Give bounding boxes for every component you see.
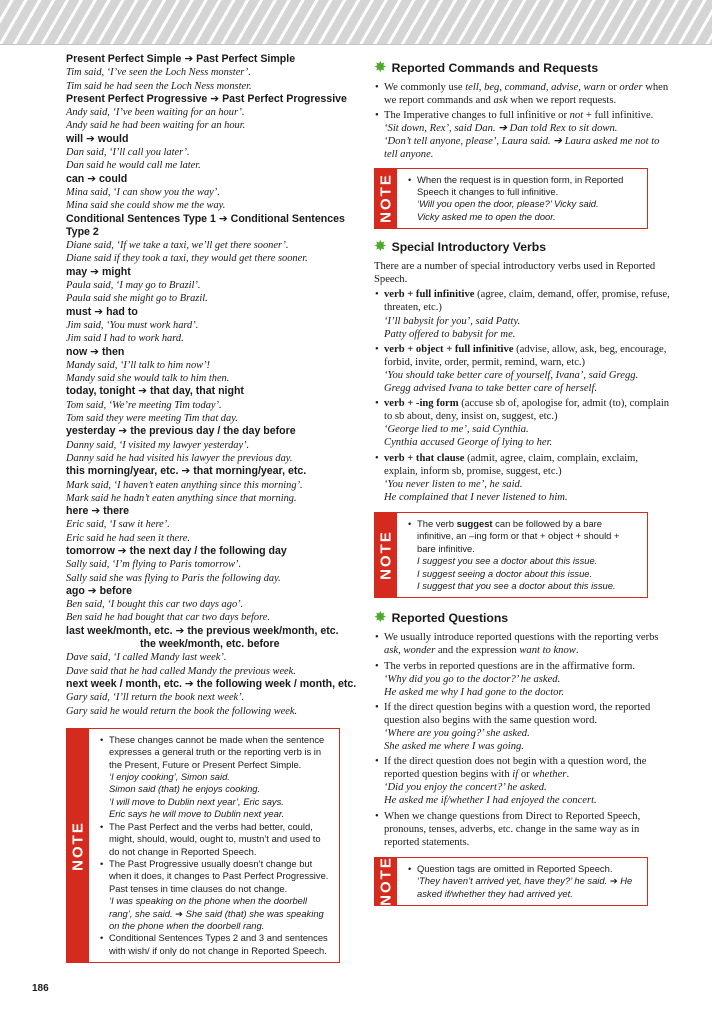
rule-heading: Conditional Sentences Type 1 ➔ Conditional Sentences Type 2 — [66, 212, 345, 238]
verb-pattern: verb + -ing form — [384, 398, 459, 410]
text-part: When we change questions from Direct to Reported Speech, pronouns, tenses, adverbs, etc. change in the same way as in reported statements. — [384, 810, 641, 848]
verb-pattern: verb + that clause — [384, 452, 465, 464]
example-sentence: Diane said if they took a taxi, they would get there sooner. — [66, 253, 308, 265]
verb-pattern: verb + full infinitive — [384, 289, 475, 301]
text-part: or — [605, 82, 620, 93]
rule-heading: Present Perfect Simple ➔ Past Perfect Simple — [66, 53, 296, 65]
rule-group — [66, 266, 362, 306]
rule-heading: now ➔ then — [66, 345, 125, 358]
example-sentence: Tim said, ‘I’ve seen the Loch Ness monster’. — [66, 67, 251, 79]
text-part: + full infinitive. — [583, 110, 654, 122]
example-sentence: ‘Sit down, Rex’, said Dan. ➔ Dan told Rex to sit down. — [384, 123, 618, 135]
text-part: If the direct question does not begin with a question word, the reported question begins with — [384, 756, 647, 781]
rule-heading-cont: the week/month, etc. before — [140, 638, 280, 651]
example-sentence: Mandy said she would talk to him then. — [66, 373, 230, 385]
rule-group — [66, 385, 362, 425]
example-sentence: Jim said I had to work hard. — [66, 333, 184, 345]
example-sentence: ‘I’ll babysit for you’, said Patty. — [384, 315, 521, 327]
example-sentence: Sally said she was flying to Paris the following day. — [66, 572, 281, 584]
rule-group — [66, 306, 362, 346]
text-part: and the expression — [435, 645, 520, 657]
example-sentence: Paula said, ‘I may go to Brazil’. — [66, 280, 201, 292]
text-part: ask — [493, 95, 508, 107]
example-sentence: Dan said he would call me later. — [66, 160, 201, 172]
rule-heading: must ➔ had to — [66, 305, 138, 318]
example-sentence: Paula said she might go to Brazil. — [66, 293, 208, 305]
page-number: 186 — [32, 983, 49, 994]
text-part: If the direct question begins with a question word, the reported question also begins with the same question word. — [384, 701, 651, 726]
rule-group — [66, 505, 362, 545]
questions-list — [374, 631, 674, 849]
example-sentence: Mina said she could show me the way. — [66, 200, 226, 212]
example-sentence: ‘Why did you go to the doctor?’ he asked. — [384, 673, 561, 685]
example-sentence: Mark said he hadn’t eaten anything since that morning. — [66, 492, 297, 504]
note-item: • When the request is in question form, in Reported Speech it changes to full infinitive. ‘Will you open the door, please?’ Vicky said. Vicky asked me to open the door. — [417, 174, 639, 224]
text-part: tell, beg, command, advise, warn — [465, 82, 606, 93]
example-sentence: Diane said, ‘If we take a taxi, we’ll get there sooner’. — [66, 240, 289, 252]
rule-group — [66, 465, 362, 505]
rule-group — [66, 678, 362, 718]
example-sentence: Andy said, ‘I’ve been waiting for an hour’. — [66, 107, 245, 119]
example-sentence: Danny said he had visited his lawyer the previous day. — [66, 452, 293, 464]
note-example: ‘I enjoy cooking’, Simon said. — [109, 771, 230, 783]
example-sentence: Tom said, ‘We’re meeting Tim today’. — [66, 399, 222, 411]
rule-group — [66, 213, 362, 266]
rule-group — [66, 346, 362, 386]
rule-heading: yesterday ➔ the previous day / the day before — [66, 425, 296, 438]
example-sentence: ‘Where are you going?’ she asked. — [384, 727, 530, 739]
intro-paragraph: There are a number of special introductory verbs used in Reported Speech. — [374, 261, 656, 286]
example-sentence: ‘George lied to me’, said Cynthia. — [384, 424, 529, 436]
example-sentence: Sally said, ‘I’m flying to Paris tomorrow’. — [66, 559, 242, 571]
verb-list: (admit, agree, claim, complain, exclaim, explain, inform sb, promise, suggest, etc.) — [384, 452, 639, 477]
example-sentence: Ben said, ‘I bought this car two days ago’. — [66, 599, 244, 611]
rule-heading: this morning/year, etc. ➔ that morning/year, etc. — [66, 465, 307, 478]
note-item — [109, 734, 331, 821]
rule-heading: may ➔ might — [66, 265, 131, 278]
text-part: The Imperative changes to full infinitive or — [384, 110, 570, 122]
example-sentence: Gary said he would return the book the following week. — [66, 705, 298, 717]
list-item — [384, 701, 674, 753]
example-sentence: He asked me if/whether I had enjoyed the concert. — [384, 795, 597, 807]
note-tab: NOTE — [67, 729, 89, 962]
left-column — [66, 53, 362, 963]
list-item — [384, 288, 674, 340]
example-sentence: Eric said, ‘I saw it here’. — [66, 519, 170, 531]
note-text: • Conditional Sentences Types 2 and 3 and sentences with wish/ if only do not change in Reported Speech. — [109, 932, 328, 956]
example-sentence: Dave said, ‘I called Mandy last week’. — [66, 652, 227, 664]
text-part: not — [569, 110, 584, 122]
text-part: whether — [532, 769, 567, 781]
text-part: . — [566, 769, 570, 781]
example-sentence: Danny said, ‘I visited my lawyer yesterday’. — [66, 439, 250, 451]
star-icon: ✸ — [374, 608, 387, 627]
rule-heading: will ➔ would — [66, 132, 129, 145]
rule-heading: here ➔ there — [66, 505, 130, 518]
note-box-suggest — [374, 512, 648, 598]
example-sentence: Eric said he had seen it there. — [66, 532, 190, 544]
star-icon: ✸ — [374, 237, 387, 256]
list-item — [384, 755, 674, 807]
example-sentence: ‘You should take better care of yourself, Ivana’, said Gregg. — [384, 369, 639, 381]
note-text: • These changes cannot be made when the sentence expresses a general truth or the reporting verb is in the Present, Future or Present Perfect Simple. — [109, 733, 325, 770]
example-sentence: Mandy said, ‘I’ll talk to him now’! — [66, 359, 211, 371]
note-box-question-tags — [374, 857, 648, 906]
rule-group — [66, 173, 362, 213]
commands-list — [374, 81, 674, 162]
list-item — [384, 81, 674, 107]
note-item — [109, 821, 331, 858]
note-item: • The verb suggest can be followed by a bare infinitive, an –ing form or that + object + should + bare infinitive. I suggest you see a doctor about this issue. I suggest seeing a doctor about this issue. I suggest that you see a doctor about this issue. — [417, 518, 639, 592]
text-part: . — [575, 645, 579, 657]
example-sentence: Patty offered to babysit for me. — [384, 328, 516, 340]
rule-heading: last week/month, etc. ➔ the previous week/month, etc. — [66, 624, 339, 637]
text-part: We commonly use — [384, 82, 466, 93]
rule-heading: today, tonight ➔ that day, that night — [66, 385, 244, 398]
section-title: Reported Commands and Requests — [391, 60, 599, 75]
example-sentence: Mark said, ‘I haven’t eaten anything since this morning’. — [66, 479, 303, 491]
rule-heading: can ➔ could — [66, 172, 128, 185]
note-example: Simon said (that) he enjoys cooking. — [109, 783, 261, 795]
text-part: ask, wonder — [384, 645, 436, 657]
verb-list: (agree, claim, demand, offer, promise, refuse, threaten, etc.) — [384, 289, 670, 314]
rule-group — [66, 133, 362, 173]
note-item — [109, 932, 331, 957]
rule-group — [66, 425, 362, 465]
verb-pattern: verb + object + full infinitive — [384, 343, 514, 355]
example-sentence: Cynthia accused George of lying to her. — [384, 437, 553, 449]
example-sentence: Gregg advised Ivana to take better care of herself. — [384, 383, 598, 395]
text-part: when we report requests. — [507, 95, 617, 107]
rule-group — [66, 545, 362, 585]
example-sentence: Dave said that he had called Mandy the previous week. — [66, 665, 296, 677]
list-item — [384, 397, 674, 449]
example-sentence: ‘Don’t tell anyone, please’, Laura said. ➔ Laura asked me not to tell anyone. — [384, 136, 660, 161]
star-icon: ✸ — [374, 58, 387, 76]
tense-change-list — [66, 53, 362, 718]
note-tab: NOTE — [375, 513, 397, 597]
example-sentence: Tim said he had seen the Loch Ness monster. — [66, 80, 252, 92]
rule-heading: Present Perfect Progressive ➔ Past Perfect Progressive — [66, 92, 347, 105]
verb-list: (advise, allow, ask, beg, encourage, forbid, invite, order, permit, remind, warn, etc.) — [384, 343, 667, 368]
text-part: want to know — [519, 645, 576, 657]
example-sentence: Gary said, ‘I’ll return the book next week’. — [66, 692, 245, 704]
list-item — [384, 452, 674, 504]
list-item — [384, 109, 674, 161]
note-box-request — [374, 168, 648, 230]
list-item — [384, 631, 674, 657]
note-example: ‘I was speaking on the phone when the doorbell rang’, she said. ➔ She said (that) she was speaking on the phone when the doorbell rang. — [109, 895, 324, 931]
rule-heading: ago ➔ before — [66, 584, 132, 597]
list-item — [384, 810, 674, 849]
note-item — [109, 858, 331, 932]
note-text: • The Past Perfect and the verbs had better, could, might, should, would, ought to, mustn’t and used to do not change in Reported Speech. — [109, 820, 321, 857]
text-part: We usually introduce reported questions with the reporting verbs — [384, 632, 659, 644]
section-title: Special Introductory Verbs — [391, 239, 546, 254]
note-example: Eric says he will move to Dublin next year. — [109, 808, 285, 820]
example-sentence: Mina said, ‘I can show you the way’. — [66, 186, 220, 198]
example-sentence: He complained that I never listened to him. — [384, 491, 568, 503]
right-column — [374, 60, 674, 906]
text-part: order — [619, 82, 643, 93]
text-part: or — [518, 769, 533, 781]
note-item: • Question tags are omitted in Reported Speech. ‘They haven’t arrived yet, have they?’ he said. ➔ He asked if/whether they had arrived yet. — [417, 863, 639, 900]
rule-heading: tomorrow ➔ the next day / the following day — [66, 544, 287, 557]
note-list — [99, 734, 331, 957]
example-sentence: Andy said he had been waiting for an hour. — [66, 120, 246, 132]
section-title: Reported Questions — [391, 610, 509, 625]
example-sentence: Dan said, ‘I’ll call you later’. — [66, 147, 190, 159]
example-sentence: Jim said, ‘You must work hard’. — [66, 319, 199, 331]
example-sentence: ‘Did you enjoy the concert?’ he asked. — [384, 782, 547, 794]
text-part: if — [512, 769, 519, 781]
section-header-commands — [374, 60, 674, 75]
rule-group — [66, 93, 362, 133]
text-part: The verbs in reported questions are in the affirmative form. — [384, 660, 636, 672]
note-text: • The Past Progressive usually doesn’t change but when it does, it changes to Past Perfect Progressive. Past tenses in time clauses do not change. — [109, 857, 329, 894]
rule-heading: next week / month, etc. ➔ the following week / month, etc. — [66, 677, 357, 690]
note-tab: NOTE — [375, 858, 397, 905]
list-item — [384, 660, 674, 699]
note-box-tense-exceptions — [66, 728, 340, 963]
text-part: when we report commands and — [384, 82, 669, 107]
example-sentence: Ben said he had bought that car two days before. — [66, 612, 270, 624]
rule-group — [66, 53, 362, 93]
section-header-introductory-verbs — [374, 239, 674, 254]
header-banner — [0, 0, 712, 45]
note-tab: NOTE — [375, 169, 397, 229]
example-sentence: ‘You never listen to me’, he said. — [384, 478, 523, 490]
rule-group — [66, 585, 362, 625]
example-sentence: Tom said they were meeting Tim that day. — [66, 413, 238, 425]
rule-group — [66, 625, 362, 678]
list-item — [384, 343, 674, 395]
section-header-questions — [374, 610, 674, 625]
example-sentence: She asked me where I was going. — [384, 741, 524, 753]
verb-list: (accuse sb of, apologise for, admit (to), complain to sb about, deny, insist on, suggest, etc.) — [384, 398, 670, 423]
note-example: ‘I will move to Dublin next year’, Eric says. — [109, 795, 284, 807]
introductory-verbs-list — [374, 288, 674, 504]
example-sentence: He asked me why I had gone to the doctor. — [384, 686, 565, 698]
